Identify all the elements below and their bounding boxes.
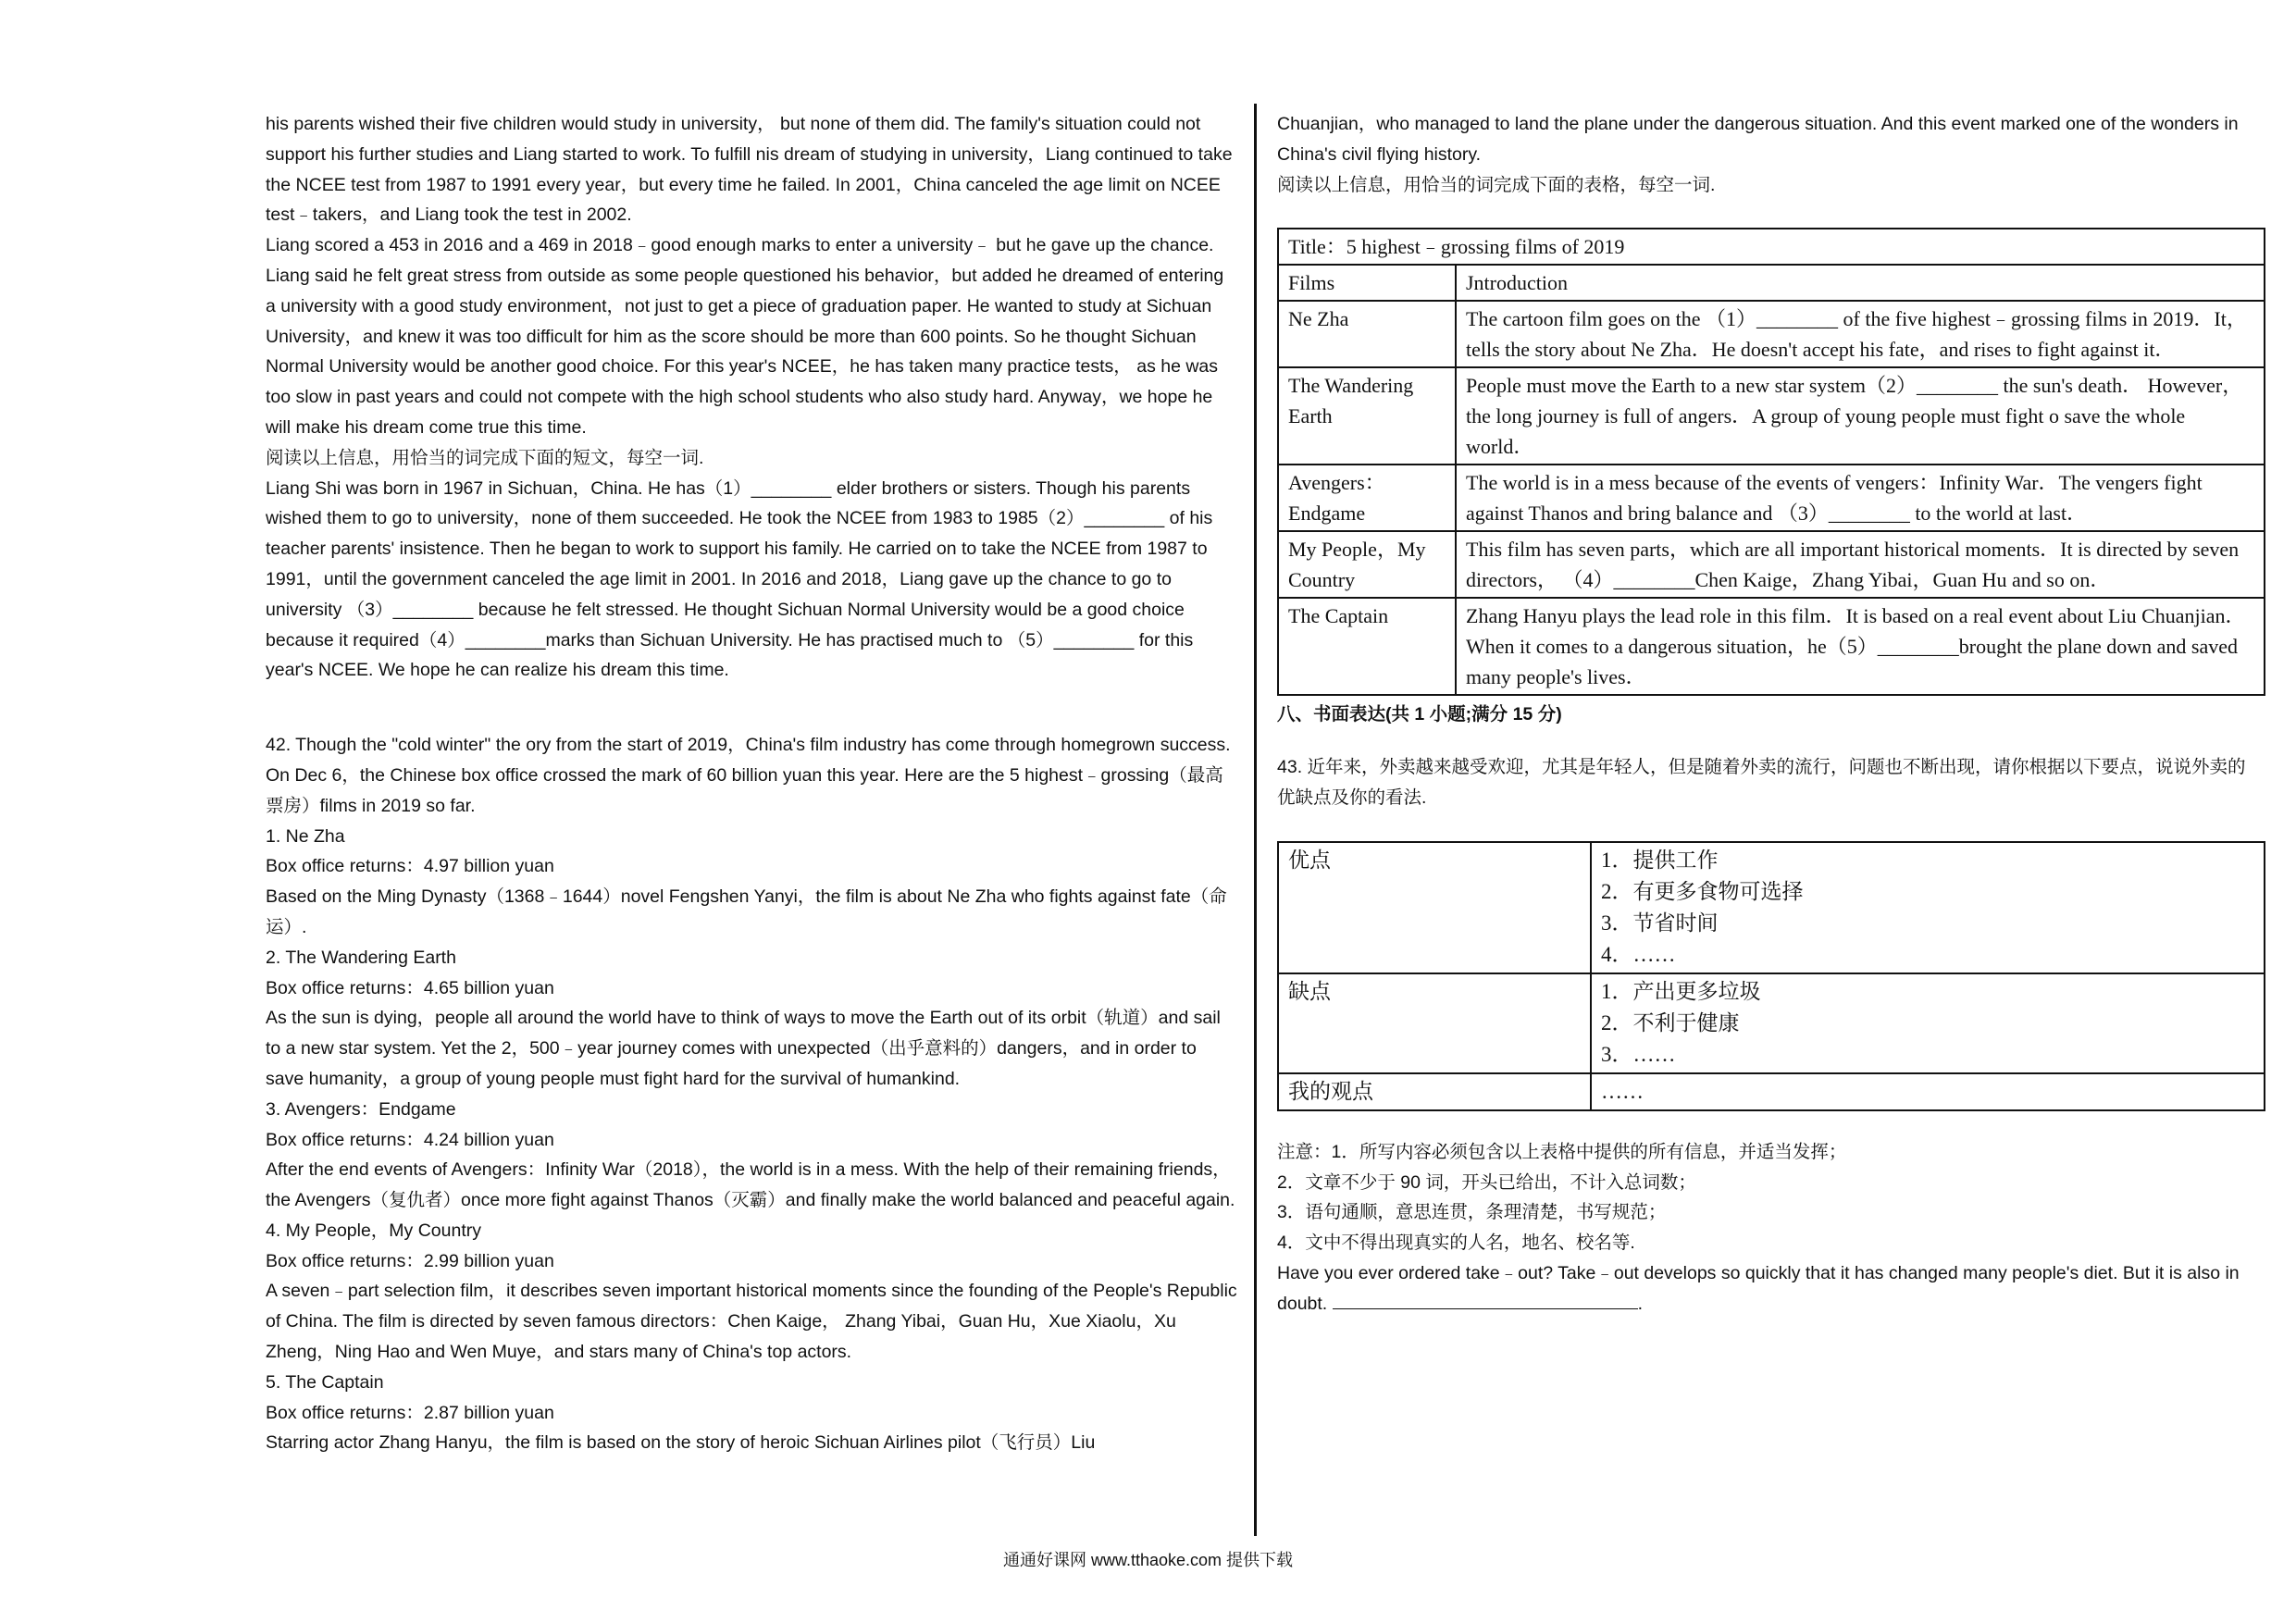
- film-box-office: Box office returns：4.65 billion yuan: [266, 977, 554, 998]
- table-row: [1278, 301, 2265, 367]
- passage-continuation: Chuanjian，who managed to land the plane under the dangerous situation. And this event marked one of the wonders in China's civil flying history.: [1277, 114, 2239, 165]
- column-divider: [1254, 104, 1257, 1536]
- table-row: [1278, 531, 2265, 598]
- film-intro-cell: Zhang Hanyu plays the lead role in this film．It is based on a real event about Liu Chuanjian．When it comes to a dangerous situation，he（5）________brought the plane down and saved many people's lives．: [1456, 598, 2265, 695]
- table-instruction: 阅读以上信息，用恰当的词完成下面的表格，每空一词.: [1277, 174, 1716, 195]
- film-name-cell: Avengers：Endgame: [1278, 465, 1456, 531]
- film-heading: 2. The Wandering Earth: [266, 947, 456, 968]
- list-item: 4．……: [1601, 942, 1676, 966]
- table-row: [1278, 465, 2265, 531]
- film-box-office: Box office returns：2.87 billion yuan: [266, 1402, 554, 1423]
- passage-paragraph: his parents wished their five children would study in university， but none of them did. The family's situation could not support his further studies and Liang started to work. To fulfill nis dream of studying in university，Liang continued to take the NCEE test from 1987 to 1991 every year，but every time he failed. In 2001，China canceled the age limit on NCEE test﹣takers，and Liang took the test in 2002.: [266, 114, 1233, 226]
- row-label: 我的观点: [1278, 1073, 1591, 1110]
- film-box-office: Box office returns：4.24 billion yuan: [266, 1129, 554, 1150]
- right-column: [1277, 109, 2258, 1319]
- film-name-cell: My People，My Country: [1278, 531, 1456, 598]
- row-label: 优点: [1278, 842, 1591, 973]
- list-item: ……: [1601, 1079, 1644, 1103]
- film-name-cell: The Captain: [1278, 598, 1456, 695]
- table-row: [1278, 973, 2265, 1073]
- left-column: [266, 109, 1237, 1458]
- essay-blank[interactable]: [1333, 1290, 1638, 1309]
- pros-cons-table: [1277, 841, 2265, 1111]
- list-item: 2．有更多食物可选择: [1601, 879, 1804, 903]
- table-row: [1278, 367, 2265, 465]
- film-heading: 3. Avengers：Endgame: [266, 1098, 456, 1120]
- film-name-cell: The Wandering Earth: [1278, 367, 1456, 465]
- film-intro-cell: People must move the Earth to a new star system（2）________ the sun's death． However，the long journey is full of angers．A group of young people must fight o save the whole world．: [1456, 367, 2265, 465]
- question-43: 43. 近年来，外卖越来越受欢迎，尤其是年轻人，但是随着外卖的流行，问题也不断出现，请你根据以下要点，说说外卖的优缺点及你的看法.: [1277, 757, 2246, 808]
- film-description: Based on the Ming Dynasty（1368﹣1644）novel Fengshen Yanyi，the film is about Ne Zha who fights against fate（命运）.: [266, 886, 1227, 937]
- list-item: 3．……: [1601, 1042, 1676, 1066]
- list-item: 1．提供工作: [1601, 848, 1719, 872]
- film-intro-cell: The world is in a mess because of the events of vengers：Infinity War．The vengers fight against Thanos and bring balance and （3）________ to the world at last．: [1456, 465, 2265, 531]
- question-42-intro: 42. Though the "cold winter" the ory from the start of 2019，China's film industry has come through homegrown success. On Dec 6，the Chinese box office crossed the mark of 60 billion yuan this year. Here are the 5 highest﹣grossing（最高票房）films in 2019 so far.: [266, 735, 1231, 816]
- table-title: Title：5 highest﹣grossing films of 2019: [1278, 229, 2265, 265]
- film-intro-cell: This film has seven parts，which are all important historical moments．It is directed by seven directors， （4）________Chen Kaige，Zhang Yibai，Guan Hu and so on．: [1456, 531, 2265, 598]
- note-line: 4．文中不得出现真实的人名，地名、校名等.: [1277, 1233, 1635, 1254]
- section-8-heading: 八、书面表达(共 1 小题;满分 15 分): [1277, 704, 1562, 725]
- film-heading: 1. Ne Zha: [266, 825, 345, 847]
- header-films: Films: [1278, 265, 1456, 301]
- cloze-instruction: 阅读以上信息，用恰当的词完成下面的短文，每空一词.: [266, 447, 704, 468]
- film-heading: 4. My People，My Country: [266, 1220, 482, 1241]
- list-item: 3．节省时间: [1601, 911, 1719, 935]
- notes: [1277, 1137, 2258, 1258]
- essay-start-text: Have you ever ordered take﹣out? Take﹣out develops so quickly that it has changed many people's diet. But it is also in doubt.: [1277, 1262, 2240, 1314]
- note-line: 3．语句通顺，意思连贯，条理清楚，书写规范；: [1277, 1202, 1667, 1223]
- films-table: [1277, 228, 2265, 696]
- page-footer: 通通好课网 www.tthaoke.com 提供下载: [1002, 1551, 1294, 1569]
- film-box-office: Box office returns：2.99 billion yuan: [266, 1250, 554, 1271]
- note-line: 注意：1．所写内容必须包含以上表格中提供的所有信息，并适当发挥；: [1277, 1141, 1847, 1162]
- passage-paragraph: Liang scored a 453 in 2016 and a 469 in 2018﹣good enough marks to enter a university﹣ but he gave up the chance. Liang said he felt great stress from outside as some people questioned his behavior，but added he dreamed of entering a university with a good study environment，not just to get a piece of graduation paper. He wanted to study at Sichuan University，and knew it was too difficult for him as the score should be more than 600 points. So he thought Sichuan Normal University would be another good choice. For this year's NCEE，he has taken many practice tests， as he was too slow in past years and could not compete with the high school students who also study hard. Anyway，we hope he will make his dream come true this time.: [266, 235, 1224, 438]
- row-label: 缺点: [1278, 973, 1591, 1073]
- list-item: 1．产出更多垃圾: [1601, 979, 1761, 1003]
- list-item: 2．不利于健康: [1601, 1010, 1740, 1035]
- film-description: A seven﹣part selection film，it describes seven important historical moments since the founding of the People's Republic of China. The film is directed by seven famous directors：Chen Kaige， Zhang Yibai，Guan Hu，Xue Xiaolu，Xu Zheng，Ning Hao and Wen Muye，and stars many of China's top actors.: [266, 1281, 1237, 1363]
- film-description: As the sun is dying，people all around the world have to think of ways to move the Earth out of its orbit（轨道）and sail to a new star system. Yet the 2，500﹣year journey comes with unexpected（出乎意料的）dangers，and in order to save humanity，a group of young people must fight hard for the survival of humankind.: [266, 1008, 1221, 1089]
- table-row: [1278, 842, 2265, 973]
- film-description: Starring actor Zhang Hanyu，the film is based on the story of heroic Sichuan Airlines pilot（飞行员）Liu: [266, 1432, 1096, 1454]
- essay-end-text: .: [1637, 1293, 1644, 1314]
- film-description: After the end events of Avengers：Infinity War（2018），the world is in a mess. With the help of their remaining friends，the Avengers（复仇者）once more fight against Thanos（灭霸）and finally make the world balanced and peaceful again.: [266, 1159, 1235, 1211]
- note-line: 2．文章不少于 90 词，开头已给出，不计入总词数；: [1277, 1171, 1696, 1193]
- table-row: [1278, 598, 2265, 695]
- film-intro-cell: The cartoon film goes on the （1）________ of the five highest﹣grossing films in 2019．It，tells the story about Ne Zha．He doesn't accept his fate，and rises to fight against it．: [1456, 301, 2265, 367]
- essay-start: [1277, 1258, 2258, 1319]
- cloze-passage: Liang Shi was born in 1967 in Sichuan，China. He has（1）________ elder brothers or sisters. Though his parents wished them to go to university，none of them succeeded. He took the NCEE from 1983 to 1985（2）________ of his teacher parents' insistence. Then he began to work to support his family. He carried on to take the NCEE from 1987 to 1991，until the government canceled the age limit in 2001. In 2016 and 2018，Liang gave up the chance to go to university （3）________ because he felt stressed. He thought Sichuan Normal University would be a good choice because it required（4）________marks than Sichuan University. He has practised much to （5）________ for this year's NCEE. We hope he can realize his dream this time.: [266, 477, 1213, 681]
- film-name-cell: Ne Zha: [1278, 301, 1456, 367]
- header-introduction: Jntroduction: [1456, 265, 2265, 301]
- table-row: [1278, 1073, 2265, 1110]
- film-box-office: Box office returns：4.97 billion yuan: [266, 856, 554, 877]
- film-heading: 5. The Captain: [266, 1371, 384, 1393]
